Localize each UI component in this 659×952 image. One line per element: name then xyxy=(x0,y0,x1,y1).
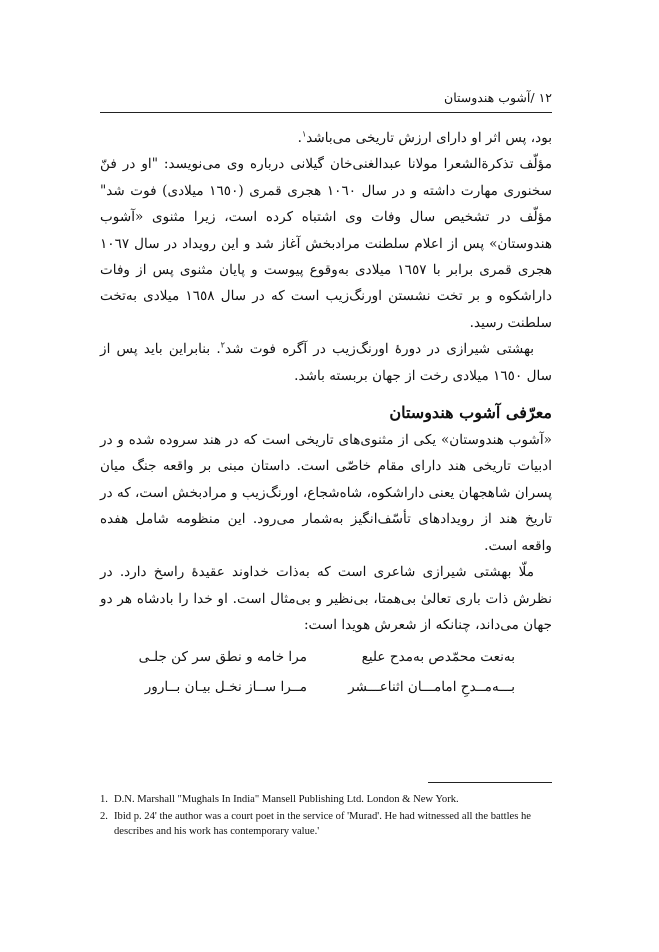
paragraph-4: «آشوب هندوستان» یکی از مثنوی‌های تاریخی است که در هند سروده شده و در ادبیات تاریخی هند دارای مقام خاصّی است. داستان مبنی بر واقعه جنگ میان پسران شاهجهان یعنی داراشکوه، شاه‌شجاع، اورنگ‌زیب و مرادبخش است، که در تاریخ هند از رویدادهای تأسّف‌انگیز به‌شمار می‌رود. این منظومه شامل هفده واقعه است. xyxy=(100,432,552,554)
footnote-number: 2. xyxy=(100,811,108,822)
running-header xyxy=(100,90,552,110)
header-rule xyxy=(100,112,552,113)
paragraph-3-text-a: بهشتی شیرازی در دورهٔ اورنگ‌زیب در آگره فوت شد xyxy=(224,341,534,358)
footnote-text: D.N. Marshall "Mughals In India" Mansell Publishing Ltd. London & New York. xyxy=(114,794,459,805)
footnote-text: Ibid p. 24' the author was a court poet in the service of 'Murad'. He had witnessed all the battles he describes and his work has contemporary value.' xyxy=(114,811,531,837)
verse-block xyxy=(100,642,552,702)
paragraph-2: مؤلّف تذکرة‌الشعرا مولانا عبدالغنی‌خان گیلانی درباره وی می‌نویسد: "او در فنّ سخنوری مهارت داشته و در سال ١٠٦٠ هجری قمری (١٦٥٠ میلادی) فوت شد" مؤلّف در تشخیص سال وفات وی اشتباه کرده است، زیرا مثنوی «آشوب هندوستان» پس از اعلام سلطنت مرادبخش آغاز شد و این رویداد در سال ١٠٦٧ هجری قمری برابر با ١٦٥٧ میلادی به‌وقوع پیوست و پایان مثنوی پس از وفات داراشکوه و بر تخت نشستن اورنگ‌زیب است که در سال ١٦٥٨ میلادی به‌تخت سلطنت رسید. xyxy=(100,156,553,331)
verse-hemistich-left: مــرا ســاز نخـل بیـان بــارور xyxy=(144,679,307,696)
footnote-rule xyxy=(428,782,552,783)
verse-hemistich-left: مرا خامه و نطق سر کن جلـی xyxy=(138,649,307,666)
body-text xyxy=(100,125,552,702)
footnote xyxy=(100,792,552,807)
footnote-number: 1. xyxy=(100,794,108,805)
verse-hemistich-right: بـــه‌مــدحِ امامـــان اثناعـــشر xyxy=(348,679,515,696)
running-title: ١٢ /آشوب هندوستان xyxy=(444,90,552,105)
section-heading: معرّفی آشوب هندوستان xyxy=(389,403,552,423)
footnote-ref-2: ٢ xyxy=(220,340,225,350)
paragraph-3 xyxy=(100,336,552,389)
paragraph-5: ملّا بهشتی شیرازی شاعری است که به‌ذات خداوند عقیدهٔ راسخ دارد. در نظرش ذات باری تعالیٰ بی‌همتا، بی‌نظیر و بی‌مثال است. او خدا را بادشاه هر دو جهان می‌داند، چنانکه از شعرش هویدا است: xyxy=(100,564,552,633)
footnote xyxy=(100,809,552,839)
verse-hemistich-right: به‌نعت محمّدص به‌مدح علیع xyxy=(361,649,515,666)
paragraph-1: بود، پس اثر او دارای ارزش تاریخی می‌باشد$^١$. xyxy=(297,129,552,146)
paragraph-1-text: بود، پس اثر او دارای ارزش تاریخی می‌باشد xyxy=(306,130,552,146)
verse-line xyxy=(100,642,552,672)
paragraph-3-text-b: . بنابراین باید پس از سال ١٦٥٠ میلادی رخت از جهان بربسته باشد. xyxy=(100,341,552,384)
verse-line xyxy=(100,672,552,702)
footnotes xyxy=(100,792,552,841)
footnote-ref-1: ١ xyxy=(301,129,307,139)
